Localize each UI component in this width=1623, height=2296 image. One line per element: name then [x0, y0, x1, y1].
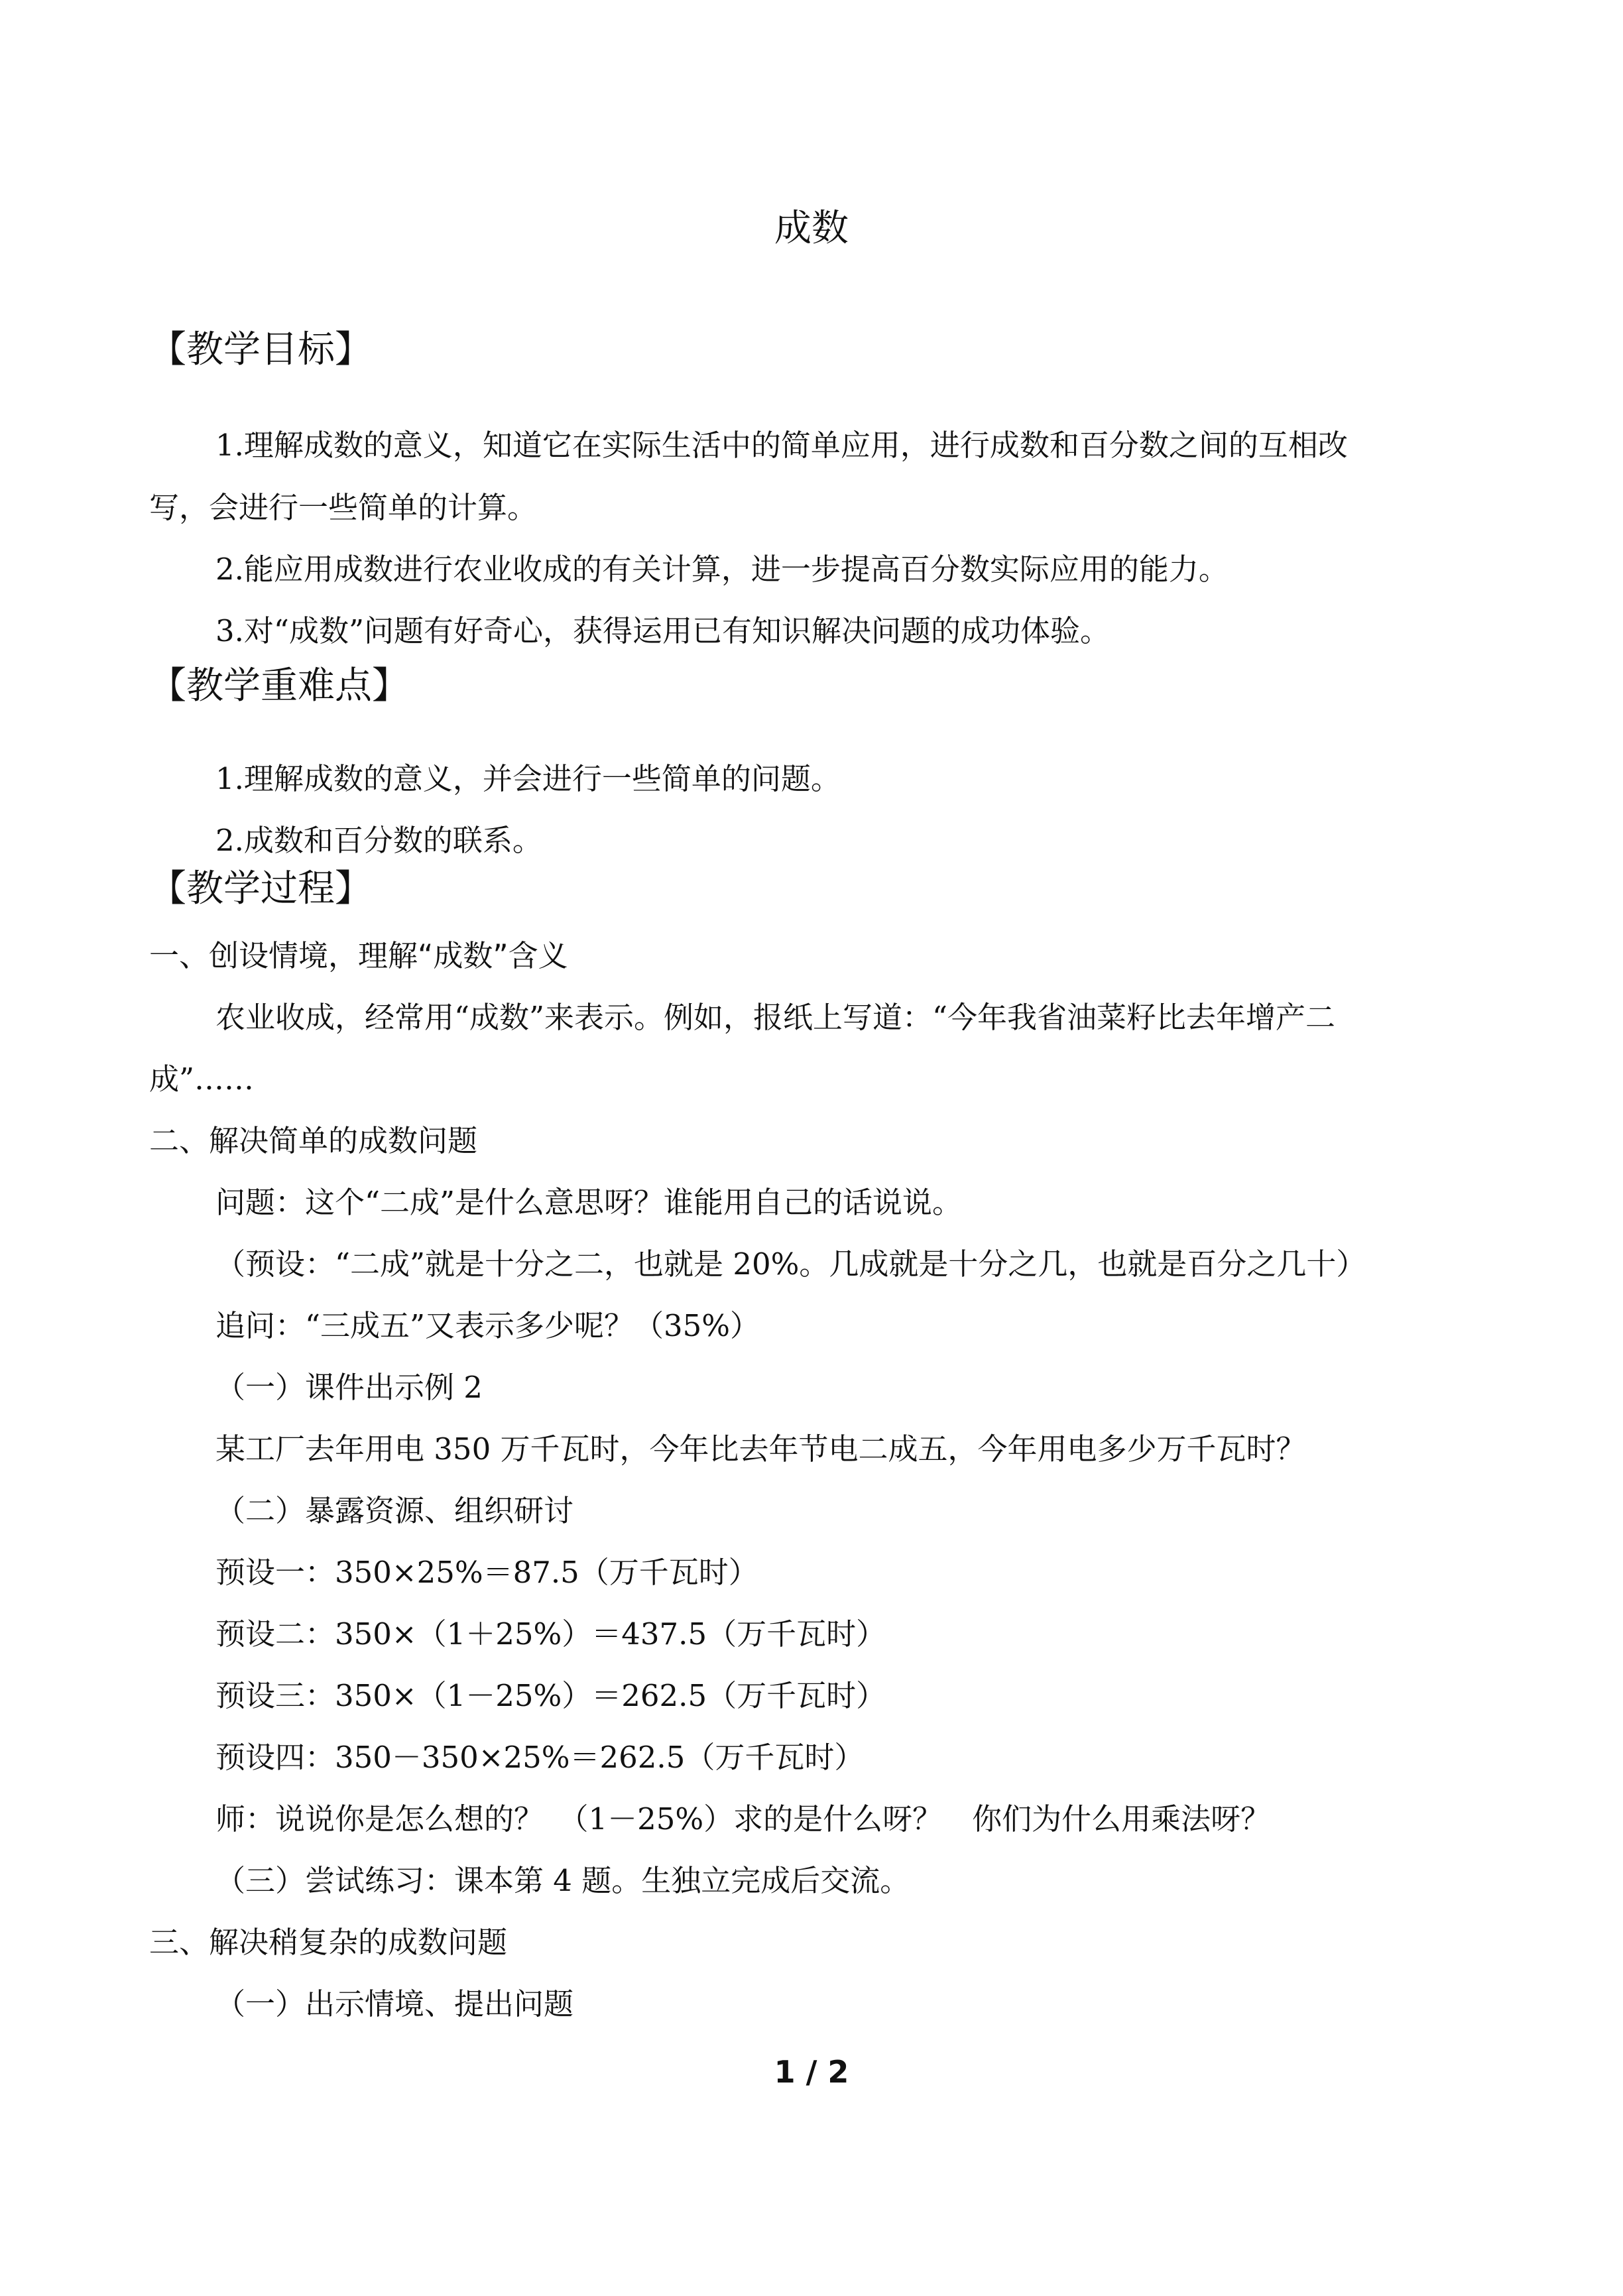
subsection-2: （二）暴露资源、组织研讨	[215, 1493, 574, 1528]
objective-2: 2.能应用成数进行农业收成的有关计算，进一步提高百分数实际应用的能力。	[215, 552, 1229, 587]
subsection-3: （三）尝试练习：课本第 4 题。生独立完成后交流。	[215, 1863, 910, 1898]
preset-answer: （预设：“二成”就是十分之二，也就是 20%。几成就是十分之几，也就是百分之几十）	[215, 1246, 1366, 1282]
example-problem: 某工厂去年用电 350 万千瓦时，今年比去年节电二成五，今年用电多少万千瓦时？	[215, 1431, 1306, 1467]
question-text: 问题：这个“二成”是什么意思呀？谁能用自己的话说说。	[215, 1185, 963, 1220]
section-3-subsection-1: （一）出示情境、提出问题	[215, 1986, 574, 2022]
preset-1: 预设一：350×25%＝87.5（万千瓦时）	[215, 1555, 758, 1590]
objective-1-line-2: 写，会进行一些简单的计算。	[149, 490, 538, 525]
subsection-1: （一）课件出示例 2	[215, 1370, 483, 1405]
preset-3: 预设三：350×（1－25%）＝262.5（万千瓦时）	[215, 1678, 886, 1713]
followup-question: 追问：“三成五”又表示多少呢？（35%）	[215, 1308, 760, 1343]
page-title: 成数	[774, 207, 849, 250]
section-3-title: 三、解决稍复杂的成数问题	[149, 1925, 508, 1960]
process-heading: 【教学过程】	[149, 867, 372, 910]
section-2-title: 二、解决简单的成数问题	[149, 1123, 478, 1158]
objectives-heading: 【教学目标】	[149, 328, 372, 371]
preset-4: 预设四：350－350×25%＝262.5（万千瓦时）	[215, 1740, 865, 1775]
key-point-2: 2.成数和百分数的联系。	[215, 823, 542, 858]
page-number: 1 / 2	[774, 2054, 849, 2090]
key-points-heading: 【教学重难点】	[149, 664, 409, 707]
objective-3: 3.对“成数”问题有好奇心，获得运用已有知识解决问题的成功体验。	[215, 613, 1110, 648]
section-1-paragraph-line-2: 成”……	[149, 1061, 255, 1097]
preset-2: 预设二：350×（1＋25%）＝437.5（万千瓦时）	[215, 1616, 886, 1652]
section-1-title: 一、创设情境，理解“成数”含义	[149, 938, 568, 973]
key-point-1: 1.理解成数的意义，并会进行一些简单的问题。	[215, 761, 841, 796]
section-1-paragraph-line-1: 农业收成，经常用“成数”来表示。例如，报纸上写道：“今年我省油菜籽比去年增产二	[215, 1000, 1336, 1035]
objective-1-line-1: 1.理解成数的意义，知道它在实际生活中的简单应用，进行成数和百分数之间的互相改	[215, 428, 1348, 463]
teacher-questions: 师：说说你是怎么想的？ （1－25%）求的是什么呀？ 你们为什么用乘法呀？	[215, 1801, 1271, 1837]
